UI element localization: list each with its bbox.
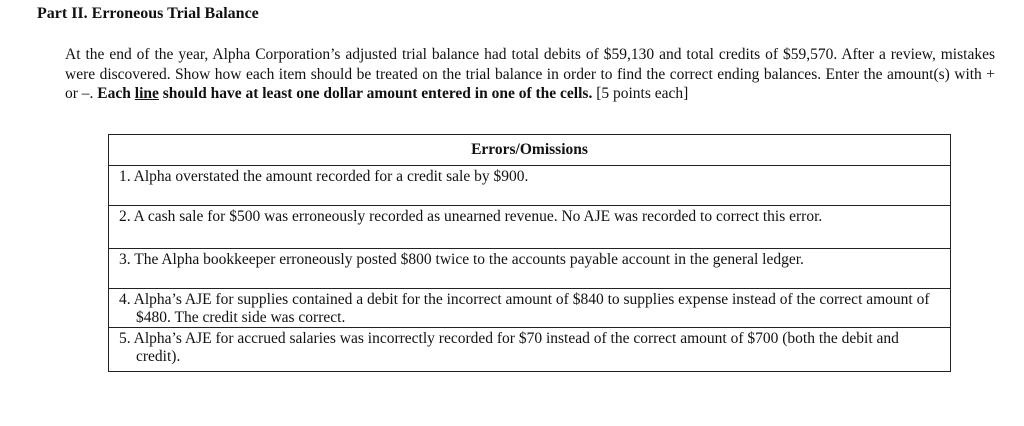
points-text: [5 points each] [592, 85, 689, 102]
row-text: 1. Alpha overstated the amount recorded for a credit sale by $900. [119, 168, 529, 185]
bold-text: Each [97, 85, 135, 102]
errors-table [108, 134, 951, 372]
table-header: Errors/Omissions [109, 135, 951, 166]
row-text: 4. Alpha’s AJE for supplies contained a debit for the incorrect amount of $840 to supplies expense instead of the correct amount of $480. The credit side was correct. [119, 291, 930, 326]
instructions-paragraph [65, 45, 995, 104]
table-row [109, 289, 951, 328]
table-row [109, 166, 951, 206]
table-row [109, 206, 951, 249]
row-text: 5. Alpha’s AJE for accrued salaries was incorrectly recorded for $70 instead of the correct amount of $700 (both the debit and credit). [119, 330, 899, 365]
instructions-bold [97, 85, 592, 102]
instructions-text: At the end of the year, Alpha Corporation’s adjusted trial balance had total debits of $59,130 and total credits of $59,570. After a review, mistakes were discovered. Show how each item should be treated on the trial balance in order to find the correct ending balances. Enter the amount(s) with + or –. [65, 46, 995, 102]
table-row [109, 249, 951, 289]
row-text: 2. A cash sale for $500 was erroneously recorded as unearned revenue. No AJE was recorded to correct this error. [119, 208, 823, 225]
bold-text: should have at least one dollar amount entered in one of the cells. [158, 85, 593, 102]
row-text: 3. The Alpha bookkeeper erroneously posted $800 twice to the accounts payable account in the general ledger. [119, 251, 804, 268]
underlined-text: line [134, 85, 159, 102]
section-title: Part II. Erroneous Trial Balance [37, 5, 259, 22]
table-row [109, 328, 951, 372]
